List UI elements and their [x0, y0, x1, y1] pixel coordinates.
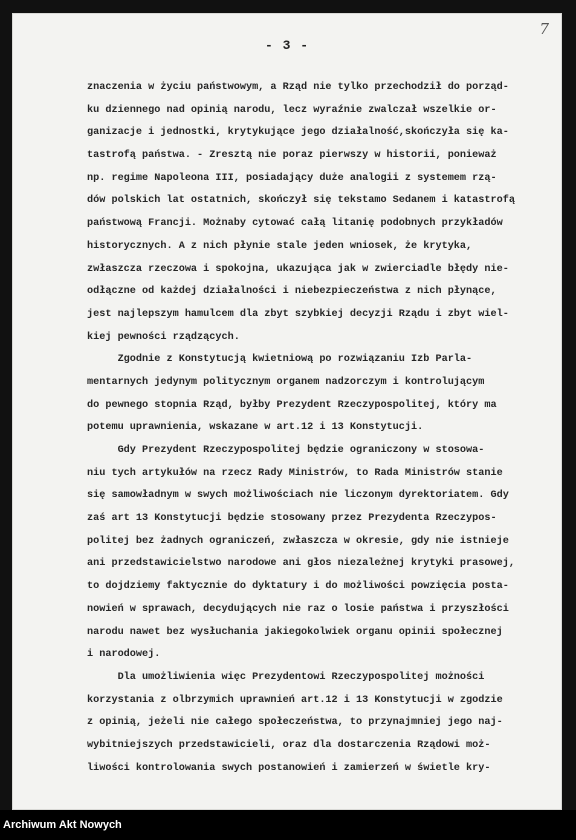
text-line: liwości kontrolowania swych postanowień i zamierzeń w świetle kry-: [87, 762, 491, 774]
text-line: to dojdziemy faktycznie do dyktatury i do możliwości powzięcia posta-: [87, 581, 509, 593]
archive-footer: [0, 810, 576, 840]
text-line: historycznych. A z nich płynie stale jeden wniosek, że krytyka,: [87, 240, 473, 252]
text-line: Gdy Prezydent Rzeczypospolitej będzie ograniczony w stosowa-: [87, 445, 485, 456]
text-line: ani przedstawicielstwo narodowe ani głos niezależnej krytyki prasowej,: [87, 558, 515, 570]
document-text: [87, 77, 552, 780]
text-line: do pewnego stopnia Rząd, byłby Prezydent Rzeczypospolitej, który ma: [87, 399, 497, 411]
text-line: państwową Francji. Możnaby cytować całą litanię podobnych przykładów: [87, 218, 503, 230]
text-line: dów polskich lat ostatnich, skończył się tekstamo Sedanem i katastrofą: [87, 195, 515, 207]
text-line: narodu nawet bez wysłuchania jakiegokolwiek organu opinii społecznej: [87, 626, 503, 638]
text-line: ganizacje i jednostki, krytykujące jego działalność,skończyła się ka-: [87, 127, 509, 139]
text-line: tastrofą państwa. - Zresztą nie poraz pierwszy w historii, ponieważ: [87, 150, 497, 162]
text-line: odłączne od każdej działalności i niebezpieczeństwa z nich płynące,: [87, 286, 497, 298]
text-line: potemu uprawnienia, wskazane w art.12 i 13 Konstytucji.: [87, 422, 424, 434]
text-line: korzystania z olbrzymich uprawnień art.12 i 13 Konstytucji w zgodzie: [87, 694, 503, 706]
text-line: jest najlepszym hamulcem dla zbyt szybkiej decyzji Rządu i zbyt wiel-: [87, 308, 509, 320]
text-line: mentarnych jedynym politycznym organem nadzorczym i kontrolującym: [87, 376, 485, 388]
text-line: wybitniejszych przedstawicieli, oraz dla dostarczenia Rządowi moż-: [87, 739, 491, 751]
document-page: [12, 13, 562, 810]
text-line: Dla umożliwienia więc Prezydentowi Rzeczypospolitej możności: [87, 671, 485, 683]
text-line: zwłaszcza rzeczowa i spokojna, ukazująca jak w zwierciadle błędy nie-: [87, 263, 509, 275]
text-line: się samowładnym w swych możliwościach nie liczonym dyrektoriatem. Gdy: [87, 490, 509, 502]
archive-name: Archiwum Akt Nowych: [3, 819, 122, 831]
page-number: - 3 -: [264, 38, 309, 53]
text-line: nowień w sprawach, decydujących nie raz o losie państwa i przyszłości: [87, 603, 509, 615]
text-line: znaczenia w życiu państwowym, a Rząd nie tylko przechodził do porząd-: [87, 82, 509, 93]
text-line: kiej pewności rządzących.: [87, 331, 240, 343]
text-line: Zgodnie z Konstytucją kwietniową po rozwiązaniu Izb Parla-: [87, 354, 473, 366]
text-line: politej bez żadnych ograniczeń, zwłaszcza w okresie, gdy nie istnieje: [87, 535, 509, 547]
text-line: ku dziennego nad opinią narodu, lecz wyraźnie zwalczał wszelkie or-: [87, 104, 497, 116]
text-line: np. regime Napoleona III, posiadający duże analogii z systemem rzą-: [87, 172, 497, 184]
text-line: i narodowej.: [87, 649, 161, 661]
handwritten-page-number: 7: [539, 20, 549, 38]
text-line: z opinią, jeżeli nie całego społeczeństwa, to przynajmniej jego naj-: [87, 717, 503, 729]
text-line: niu tych artykułów na rzecz Rady Ministrów, to Rada Ministrów stanie: [87, 467, 503, 479]
text-line: zaś art 13 Konstytucji będzie stosowany przez Prezydenta Rzeczypos-: [87, 513, 497, 525]
